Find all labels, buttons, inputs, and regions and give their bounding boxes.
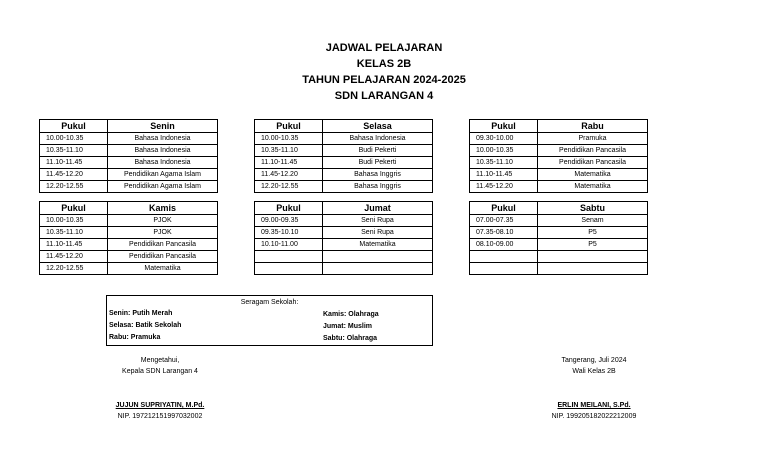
header-day-kamis: Kamis <box>108 202 218 215</box>
subject-cell: Bahasa Indonesia <box>108 133 218 145</box>
subject-cell <box>538 263 648 275</box>
uniform-sabtu: Sabtu: Olahraga <box>323 335 378 342</box>
title-line-1: JADWAL PELAJARAN <box>325 42 443 54</box>
table-row <box>470 169 648 181</box>
subject-cell: Bahasa Indonesia <box>108 145 218 157</box>
signature-left <box>100 355 220 422</box>
header-day-rabu: Rabu <box>538 120 648 133</box>
subject-cell: Budi Pekerti <box>323 157 433 169</box>
time-cell: 11.10-11.45 <box>40 157 108 169</box>
table-row <box>470 215 648 227</box>
time-cell: 12.20-12.55 <box>40 263 108 275</box>
subject-cell: Senam <box>538 215 648 227</box>
time-cell: 11.10-11.45 <box>40 239 108 251</box>
header-time: Pukul <box>470 202 538 215</box>
table-row <box>255 263 433 275</box>
header-day-senin: Senin <box>108 120 218 133</box>
uniform-jumat: Jumat: Muslim <box>323 323 373 330</box>
subject-cell: PJOK <box>108 227 218 239</box>
schedule-table-jumat <box>254 201 433 275</box>
time-cell: 11.45-12.20 <box>40 251 108 263</box>
time-cell: 11.10-11.45 <box>470 169 538 181</box>
uniform-senin: Senin: Putih Merah <box>109 310 173 317</box>
time-cell: 10.35-11.10 <box>40 227 108 239</box>
header-day-selasa: Selasa <box>323 120 433 133</box>
subject-cell: Pendidikan Agama Islam <box>108 181 218 193</box>
header-time: Pukul <box>470 120 538 133</box>
table-row <box>470 251 648 263</box>
subject-cell: Bahasa Inggris <box>323 181 433 193</box>
time-cell: 11.45-12.20 <box>255 169 323 181</box>
table-row <box>255 133 433 145</box>
time-cell: 10.35-11.10 <box>255 145 323 157</box>
uniform-rabu: Rabu: Pramuka <box>109 334 161 341</box>
table-row <box>470 133 648 145</box>
time-cell: 09.00-09.35 <box>255 215 323 227</box>
time-cell: 10.35-11.10 <box>470 157 538 169</box>
subject-cell: Pendidikan Pancasila <box>108 239 218 251</box>
signature-left-line1: Mengetahui, <box>140 357 180 364</box>
time-cell: 10.00-10.35 <box>470 145 538 157</box>
uniform-box <box>106 295 433 346</box>
signature-right-nip: NIP. 199205182022212009 <box>551 413 637 420</box>
table-row <box>40 227 218 239</box>
signature-left-line2: Kepala SDN Larangan 4 <box>122 368 198 375</box>
subject-cell: Pendidikan Pancasila <box>538 157 648 169</box>
table-row <box>40 133 218 145</box>
title-line-2: KELAS 2B <box>356 58 412 70</box>
table-row <box>40 169 218 181</box>
subject-cell: P5 <box>538 227 648 239</box>
uniform-kamis: Kamis: Olahraga <box>323 311 379 318</box>
signature-right-name: ERLIN MEILANI, S.Pd. <box>557 402 631 409</box>
subject-cell: Bahasa Indonesia <box>108 157 218 169</box>
time-cell: 09.35-10.10 <box>255 227 323 239</box>
subject-cell: Seni Rupa <box>323 215 433 227</box>
subject-cell: Matematika <box>538 181 648 193</box>
table-row <box>255 157 433 169</box>
subject-cell: Pendidikan Pancasila <box>538 145 648 157</box>
title-line-3: TAHUN PELAJARAN 2024-2025 <box>302 74 466 86</box>
header-time: Pukul <box>255 202 323 215</box>
table-row <box>255 181 433 193</box>
signature-left-nip: NIP. 197212151997032002 <box>117 413 203 420</box>
time-cell <box>255 263 323 275</box>
time-cell: 10.00-10.35 <box>40 133 108 145</box>
subject-cell: Bahasa Indonesia <box>323 133 433 145</box>
schedule-table-sabtu <box>469 201 648 275</box>
time-cell: 12.20-12.55 <box>40 181 108 193</box>
table-row <box>255 169 433 181</box>
time-cell <box>470 263 538 275</box>
subject-cell: Matematika <box>323 239 433 251</box>
subject-cell <box>323 251 433 263</box>
subject-cell: Matematika <box>108 263 218 275</box>
table-row <box>255 215 433 227</box>
header-time: Pukul <box>255 120 323 133</box>
table-row <box>470 145 648 157</box>
table-row <box>40 239 218 251</box>
table-row <box>255 239 433 251</box>
uniform-title: Seragam Sekolah: <box>240 299 299 306</box>
table-row <box>40 215 218 227</box>
table-row <box>470 239 648 251</box>
time-cell: 11.45-12.20 <box>470 181 538 193</box>
schedule-table-selasa <box>254 119 433 193</box>
table-row <box>40 157 218 169</box>
uniform-selasa: Selasa: Batik Sekolah <box>109 322 182 329</box>
table-row <box>470 181 648 193</box>
table-row <box>40 251 218 263</box>
time-cell <box>255 251 323 263</box>
time-cell: 09.30-10.00 <box>470 133 538 145</box>
signature-right-line1: Tangerang, Juli 2024 <box>561 357 627 364</box>
subject-cell: Budi Pekerti <box>323 145 433 157</box>
table-row <box>255 145 433 157</box>
subject-cell <box>323 263 433 275</box>
time-cell: 10.35-11.10 <box>40 145 108 157</box>
table-row <box>255 251 433 263</box>
time-cell: 11.45-12.20 <box>40 169 108 181</box>
time-cell: 12.20-12.55 <box>255 181 323 193</box>
signature-left-name: JUJUN SUPRIYATIN, M.Pd. <box>115 402 205 409</box>
time-cell: 10.00-10.35 <box>40 215 108 227</box>
time-cell: 10.10-11.00 <box>255 239 323 251</box>
subject-cell: Pramuka <box>538 133 648 145</box>
time-cell: 08.10-09.00 <box>470 239 538 251</box>
subject-cell: Pendidikan Agama Islam <box>108 169 218 181</box>
signature-right <box>538 355 650 422</box>
time-cell <box>470 251 538 263</box>
table-row <box>40 263 218 275</box>
header-day-sabtu: Sabtu <box>538 202 648 215</box>
schedule-table-kamis <box>39 201 218 275</box>
schedule-table-senin <box>39 119 218 193</box>
time-cell: 10.00-10.35 <box>255 133 323 145</box>
header-time: Pukul <box>40 202 108 215</box>
subject-cell: P5 <box>538 239 648 251</box>
header-time: Pukul <box>40 120 108 133</box>
time-cell: 11.10-11.45 <box>255 157 323 169</box>
table-row <box>255 227 433 239</box>
table-row <box>40 181 218 193</box>
table-row <box>470 227 648 239</box>
subject-cell: Seni Rupa <box>323 227 433 239</box>
table-row <box>40 145 218 157</box>
schedule-table-rabu <box>469 119 648 193</box>
title-line-4: SDN LARANGAN 4 <box>334 90 434 102</box>
table-row <box>470 263 648 275</box>
subject-cell: PJOK <box>108 215 218 227</box>
subject-cell <box>538 251 648 263</box>
subject-cell: Matematika <box>538 169 648 181</box>
header-day-jumat: Jumat <box>323 202 433 215</box>
subject-cell: Pendidikan Pancasila <box>108 251 218 263</box>
table-row <box>470 157 648 169</box>
subject-cell: Bahasa Inggris <box>323 169 433 181</box>
time-cell: 07.35-08.10 <box>470 227 538 239</box>
time-cell: 07.00-07.35 <box>470 215 538 227</box>
signature-right-line2: Wali Kelas 2B <box>572 368 616 375</box>
